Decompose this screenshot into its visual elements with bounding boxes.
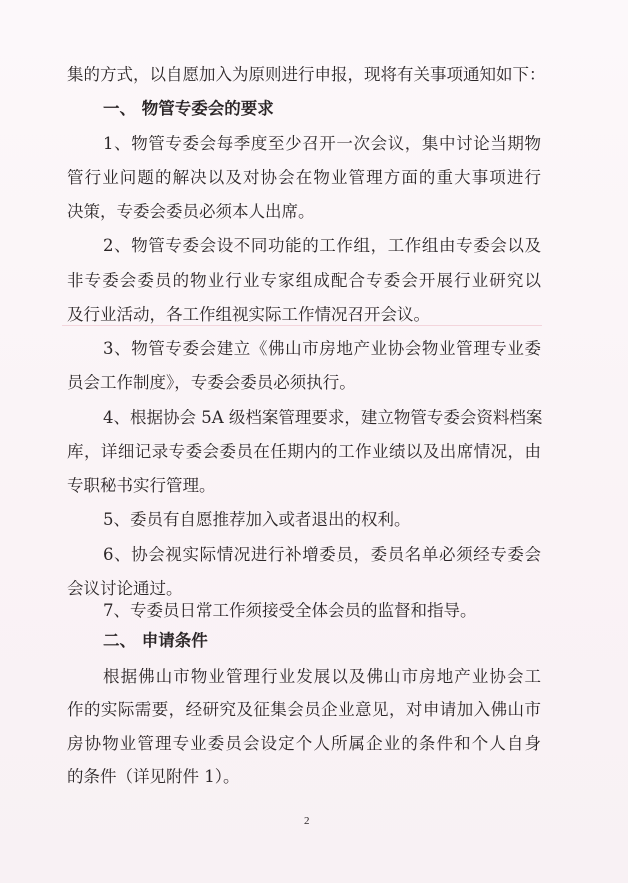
item7-line1: 7、专委员日常工作须接受全体会员的监督和指导。	[103, 601, 477, 620]
item5-line1: 5、委员有自愿推荐加入或者退出的权利。	[103, 510, 411, 529]
item4-line1: 4、根据协会 5A 级档案管理要求，建立物管专委会资料档案	[103, 408, 543, 427]
section2-para-line2: 作的实际需要，经研究及征集会员企业意见，对申请加入佛山市	[67, 700, 541, 719]
section1-heading: 一、 物管专委会的要求	[103, 99, 274, 118]
item6-line2: 会议讨论通过。	[67, 579, 183, 598]
item4-line2: 库，详细记录专委会委员在任期内的工作业绩以及出席情况，由	[67, 442, 541, 461]
intro-line: 集的方式，以自愿加入为原则进行申报，现将有关事项通知如下：	[67, 65, 546, 84]
section2-heading: 二、 申请条件	[103, 631, 208, 650]
page-number: 2	[304, 815, 310, 827]
item1-line2: 管行业问题的解决以及对协会在物业管理方面的重大事项进行	[67, 168, 541, 187]
item2-line1: 2、物管专委会设不同功能的工作组，工作组由专委会以及	[103, 236, 541, 255]
item3-line1: 3、物管专委会建立《佛山市房地产业协会物业管理专业委	[103, 339, 541, 358]
faint-bleedthrough-line	[62, 325, 542, 326]
section2-para-line1: 根据佛山市物业管理行业发展以及佛山市房地产业协会工	[103, 667, 541, 686]
item2-line2: 非专委会委员的物业行业专家组成配合专委会开展行业研究以	[67, 271, 541, 290]
section2-para-line4: 的条件（详见附件 1）。	[67, 767, 240, 786]
section2-para-line3: 房协物业管理专业委员会设定个人所属企业的条件和个人自身	[67, 734, 541, 753]
item2-line3: 及行业活动，各工作组视实际工作情况召开会议。	[67, 305, 430, 324]
item3-line2: 员会工作制度》，专委会委员必须执行。	[67, 373, 356, 392]
item6-line1: 6、协会视实际情况进行补增委员，委员名单必须经专委会	[103, 545, 541, 564]
item1-line3: 决策，专委会委员必须本人出席。	[67, 202, 315, 221]
item1-line1: 1、物管专委会每季度至少召开一次会议，集中讨论当期物	[103, 134, 541, 153]
item4-line3: 专职秘书实行管理。	[67, 476, 216, 495]
